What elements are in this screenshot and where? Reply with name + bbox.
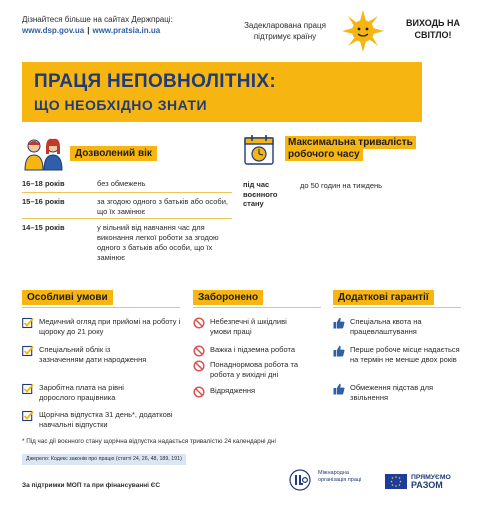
sites-line (22, 26, 160, 35)
together-logo (411, 474, 451, 489)
checkbox-icon (22, 345, 34, 357)
thumbs-up-icon (333, 317, 345, 329)
page-title: ПРАЦЯ НЕПОВНОЛІТНІХ: (34, 71, 276, 92)
calendar-clock-icon (243, 133, 277, 167)
footnote: * Під час дії воєнного стану щорічна відпустка надається тривалістю 24 календарні дні (22, 438, 276, 445)
martial-law-label: під час воєнного стану (243, 180, 278, 208)
together-line-1: ПРЯМУЄМО (411, 474, 451, 481)
header (0, 0, 480, 58)
max-hours-value: до 50 годин на тиждень (300, 181, 383, 190)
age-range: 14–15 років (22, 223, 65, 232)
checkbox-icon (22, 317, 34, 329)
source-note: Джерело: Кодекс законів про працю (статті 24, 26, 48, 189, 191) (22, 454, 186, 465)
divider (22, 307, 180, 308)
page-subtitle: ЩО НЕОБХІДНО ЗНАТИ (34, 97, 208, 113)
divider (193, 307, 321, 308)
item-text: Спеціальна квота на працевлаштування (350, 317, 422, 336)
item-text: Небезпечні й шкідливі умови праці (210, 317, 287, 336)
campaign-title: ВИХОДЬ НА СВІТЛО! (406, 18, 460, 40)
item-text: Відрядження (210, 386, 256, 395)
prohibited-icon (193, 345, 205, 357)
prohibited-icon (193, 386, 205, 398)
prohibited-icon (193, 317, 205, 329)
item-text: Перше робоче місце надається на термін не менше двох років (350, 345, 460, 364)
learn-more-text: Дізнайтеся більше на сайтах Держпраці: (22, 15, 173, 24)
teenagers-icon (22, 136, 66, 172)
sun-logo-icon (341, 9, 385, 53)
age-condition: у вільний від навчання час для виконання легкої роботи за згодою одного з батьків або особи, що їх замінює (97, 223, 219, 262)
checkbox-icon (22, 410, 34, 422)
site-link-pratsia[interactable]: www.pratsia.in.ua (92, 26, 161, 35)
item-text: Щорічна відпустка 31 день*, додаткові навчальні відпустки (39, 410, 173, 429)
table-row (22, 193, 232, 219)
heading-line-2: робочого часу (285, 148, 363, 161)
ilo-name: Міжнародна організація праці (318, 470, 362, 483)
support-credit: За підтримки МОП та при фінансуванні ЄС (22, 482, 161, 489)
age-condition: за згодою одного з батьків або особи, що їх замінює (97, 197, 228, 216)
ilo-logo-icon (289, 469, 311, 491)
item-text: Медичний огляд при прийомі на роботу і щороку до 21 року (39, 317, 181, 336)
title-banner (22, 62, 422, 122)
thumbs-up-icon (333, 383, 345, 395)
together-line-2: РАЗОМ (411, 479, 443, 490)
item-text: Заробітна плата на рівні дорослого працівника (39, 383, 124, 402)
prohibited-icon (193, 360, 205, 372)
age-range: 15–16 років (22, 197, 65, 206)
item-text: Понаднормова робота та робота у вихідні дні (210, 360, 298, 379)
heading-line-1: Максимальна тривалість (285, 136, 416, 149)
thumbs-up-icon (333, 345, 345, 357)
item-text: Обмеження підстав для звільнення (350, 383, 434, 402)
age-condition: без обмежень (97, 179, 146, 188)
max-working-time-heading (285, 137, 460, 161)
allowed-age-table (22, 175, 232, 267)
eu-flag-icon (385, 474, 407, 489)
table-row (22, 219, 232, 267)
divider (333, 307, 461, 308)
site-link-dsp[interactable]: www.dsp.gov.ua (22, 26, 85, 35)
site-separator: | (87, 26, 90, 35)
allowed-age-heading: Дозволений вік (70, 146, 157, 161)
item-text: Спеціальний облік із зазначенням дати народження (39, 345, 147, 364)
declared-work-slogan: Задекларована праця підтримує країну (244, 21, 326, 41)
age-range: 16–18 років (22, 179, 65, 188)
item-text: Важка і підземна робота (210, 345, 295, 354)
forbidden-heading: Заборонено (193, 290, 263, 305)
additional-guarantees-heading: Додаткові гарантії (333, 290, 434, 305)
special-conditions-heading: Особливі умови (22, 290, 113, 305)
checkbox-icon (22, 383, 34, 395)
table-row (22, 175, 232, 193)
